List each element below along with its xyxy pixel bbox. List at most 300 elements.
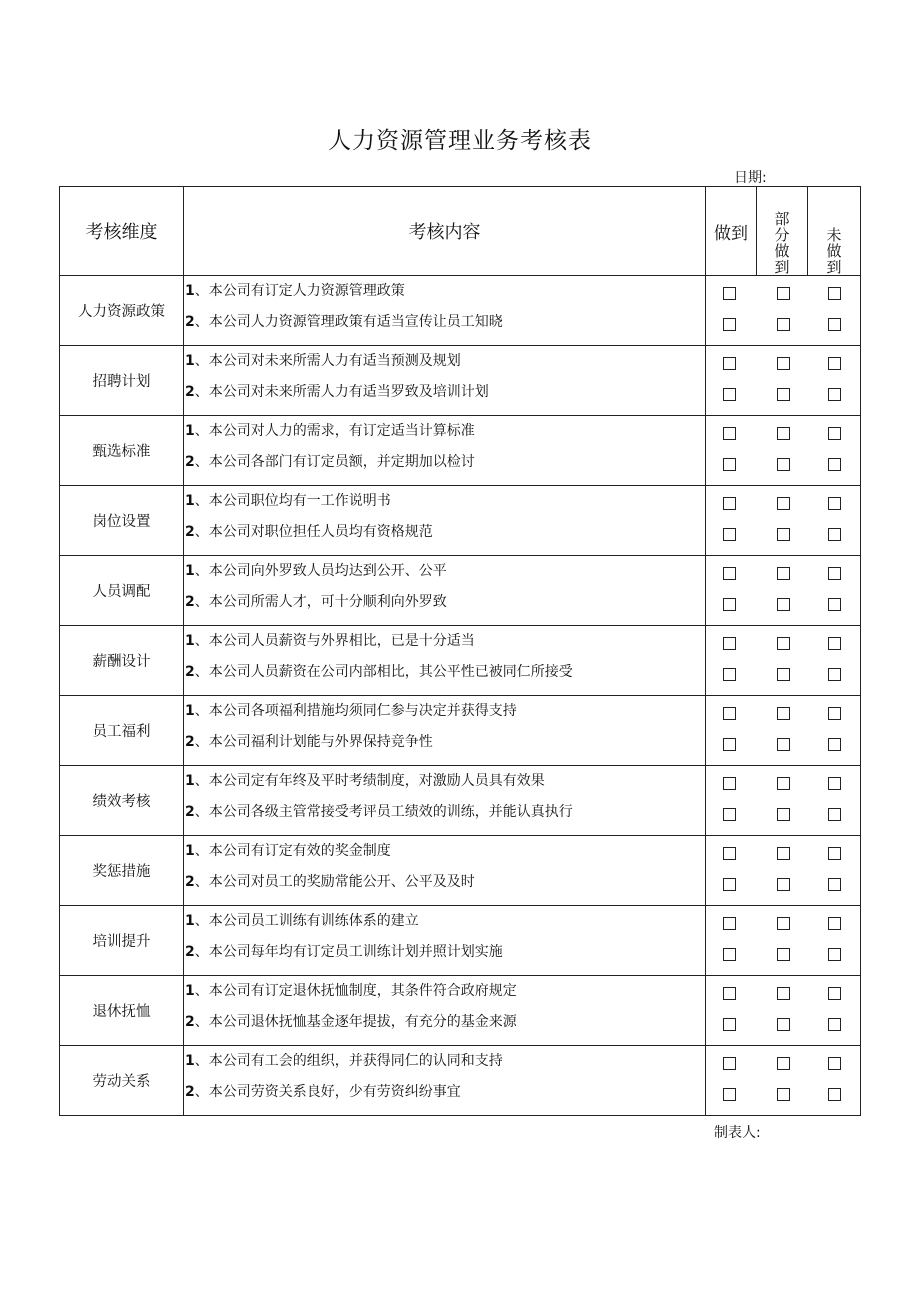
check-row	[706, 626, 757, 657]
check-row	[706, 867, 757, 898]
criterion-item	[184, 587, 705, 618]
header-partial-char: 到	[774, 258, 790, 276]
check-row	[757, 1046, 808, 1077]
checkbox-done[interactable]	[723, 637, 736, 650]
header-content: 考核内容	[184, 187, 706, 276]
checkbox-done[interactable]	[723, 1018, 736, 1031]
criterion-text: 、本公司人员薪资在公司内部相比，其公平性已被同仁所接受	[194, 664, 573, 680]
criterion-item	[184, 377, 705, 408]
check-cell-partial	[757, 766, 808, 836]
table-row	[60, 696, 861, 766]
criterion-number: 1	[185, 353, 195, 369]
checkbox-done[interactable]	[723, 598, 736, 611]
check-cell-done	[706, 766, 757, 836]
criterion-item	[184, 626, 705, 657]
checkbox-not-done[interactable]	[828, 287, 841, 300]
criterion-number: 1	[185, 703, 195, 719]
checkbox-partial[interactable]	[777, 458, 790, 471]
checkbox-partial[interactable]	[777, 388, 790, 401]
check-cell-not-done	[808, 556, 861, 626]
checkbox-not-done[interactable]	[828, 318, 841, 331]
criterion-number: 2	[185, 734, 195, 750]
content-cell	[184, 486, 706, 556]
dimension-cell: 人员调配	[60, 556, 184, 626]
table-row	[60, 906, 861, 976]
check-cell-partial	[757, 976, 808, 1046]
check-row	[757, 377, 808, 408]
content-cell	[184, 766, 706, 836]
checkbox-not-done[interactable]	[828, 808, 841, 821]
criterion-item	[184, 486, 705, 517]
criterion-text: 、本公司各部门有订定员额，并定期加以检讨	[194, 454, 475, 470]
check-row	[757, 346, 808, 377]
check-cell-not-done	[808, 276, 861, 346]
header-partial-char: 做	[774, 242, 790, 260]
criterion-text: 、本公司员工训练有训练体系的建立	[194, 913, 419, 929]
checkbox-partial[interactable]	[777, 1057, 790, 1070]
criterion-number: 1	[185, 843, 195, 859]
criterion-number: 2	[185, 1014, 195, 1030]
check-row	[706, 307, 757, 338]
criterion-item	[184, 797, 705, 828]
checkbox-not-done[interactable]	[828, 707, 841, 720]
check-row	[808, 416, 861, 447]
criterion-item	[184, 836, 705, 867]
content-cell	[184, 1046, 706, 1116]
check-row	[757, 867, 808, 898]
check-cell-partial	[757, 556, 808, 626]
header-partial-char: 分	[774, 226, 790, 244]
criterion-item	[184, 1007, 705, 1038]
criterion-number: 2	[185, 874, 195, 890]
check-row	[706, 1077, 757, 1108]
checkbox-partial[interactable]	[777, 598, 790, 611]
checkbox-done[interactable]	[723, 1057, 736, 1070]
check-cell-done	[706, 836, 757, 906]
check-row	[706, 1007, 757, 1038]
check-row	[706, 727, 757, 758]
check-row	[808, 976, 861, 1007]
check-row	[757, 976, 808, 1007]
check-row	[706, 657, 757, 688]
checkbox-partial[interactable]	[777, 948, 790, 961]
check-row	[808, 766, 861, 797]
check-cell-not-done	[808, 346, 861, 416]
check-cell-partial	[757, 836, 808, 906]
header-partial-char: 部	[774, 210, 790, 228]
check-row	[808, 836, 861, 867]
maker-label: 制表人:	[714, 1125, 761, 1141]
criterion-text: 、本公司定有年终及平时考绩制度，对激励人员具有效果	[194, 773, 545, 789]
checkbox-done[interactable]	[723, 567, 736, 580]
checkbox-not-done[interactable]	[828, 738, 841, 751]
table-row	[60, 836, 861, 906]
check-row	[706, 346, 757, 377]
criterion-number: 2	[185, 314, 195, 330]
checkbox-not-done[interactable]	[828, 388, 841, 401]
dimension-cell: 甄选标准	[60, 416, 184, 486]
criterion-item	[184, 346, 705, 377]
content-cell	[184, 906, 706, 976]
check-row	[808, 867, 861, 898]
checkbox-not-done[interactable]	[828, 1057, 841, 1070]
criterion-item	[184, 696, 705, 727]
check-cell-done	[706, 486, 757, 556]
check-cell-not-done	[808, 626, 861, 696]
table-row	[60, 626, 861, 696]
criterion-item	[184, 906, 705, 937]
assessment-table	[59, 186, 861, 1116]
check-row	[706, 416, 757, 447]
criterion-text: 、本公司各项福利措施均须同仁参与决定并获得支持	[194, 703, 517, 719]
check-row	[706, 556, 757, 587]
check-row	[808, 587, 861, 618]
check-row	[757, 556, 808, 587]
check-row	[706, 906, 757, 937]
criterion-number: 2	[185, 454, 195, 470]
criterion-text: 、本公司对职位担任人员均有资格规范	[194, 524, 433, 540]
check-cell-done	[706, 906, 757, 976]
checkbox-done[interactable]	[723, 777, 736, 790]
table-row	[60, 346, 861, 416]
check-row	[808, 447, 861, 478]
checkbox-partial[interactable]	[777, 528, 790, 541]
check-row	[706, 976, 757, 1007]
checkbox-partial[interactable]	[777, 318, 790, 331]
checkbox-done[interactable]	[723, 318, 736, 331]
check-row	[706, 587, 757, 618]
criterion-item	[184, 276, 705, 307]
check-cell-done	[706, 696, 757, 766]
check-row	[757, 1007, 808, 1038]
check-cell-done	[706, 346, 757, 416]
check-cell-done	[706, 276, 757, 346]
check-cell-partial	[757, 1046, 808, 1116]
check-row	[706, 447, 757, 478]
checkbox-done[interactable]	[723, 458, 736, 471]
criterion-number: 2	[185, 944, 195, 960]
checkbox-not-done[interactable]	[828, 917, 841, 930]
table-row	[60, 486, 861, 556]
check-row	[808, 937, 861, 968]
criterion-item	[184, 517, 705, 548]
check-row	[757, 937, 808, 968]
header-not-done-char: 未	[826, 226, 842, 244]
checkbox-done[interactable]	[723, 948, 736, 961]
table-row	[60, 1046, 861, 1116]
check-row	[757, 1077, 808, 1108]
dimension-cell: 人力资源政策	[60, 276, 184, 346]
checkbox-partial[interactable]	[777, 567, 790, 580]
criterion-text: 、本公司对员工的奖励常能公开、公平及及时	[194, 874, 475, 890]
check-row	[808, 517, 861, 548]
content-cell	[184, 416, 706, 486]
checkbox-not-done[interactable]	[828, 357, 841, 370]
check-row	[757, 696, 808, 727]
criterion-text: 、本公司各级主管常接受考评员工绩效的训练，并能认真执行	[194, 804, 573, 820]
check-row	[808, 556, 861, 587]
header-not-done	[808, 187, 861, 276]
assessment-rows	[60, 276, 861, 1116]
criterion-number: 1	[185, 563, 195, 579]
check-row	[706, 517, 757, 548]
checkbox-not-done[interactable]	[828, 847, 841, 860]
checkbox-done[interactable]	[723, 497, 736, 510]
checkbox-not-done[interactable]	[828, 458, 841, 471]
checkbox-partial[interactable]	[777, 637, 790, 650]
checkbox-done[interactable]	[723, 528, 736, 541]
criterion-number: 2	[185, 664, 195, 680]
check-row	[808, 276, 861, 307]
table-row	[60, 976, 861, 1046]
checkbox-partial[interactable]	[777, 808, 790, 821]
check-row	[808, 696, 861, 727]
check-row	[706, 486, 757, 517]
check-row	[808, 1007, 861, 1038]
criterion-item	[184, 307, 705, 338]
check-row	[757, 657, 808, 688]
checkbox-not-done[interactable]	[828, 598, 841, 611]
check-row	[706, 797, 757, 828]
dimension-cell: 岗位设置	[60, 486, 184, 556]
header-not-done-char: 做	[826, 242, 842, 260]
header-not-done-char: 到	[826, 258, 842, 276]
check-row	[757, 447, 808, 478]
criterion-number: 1	[185, 913, 195, 929]
criterion-item	[184, 976, 705, 1007]
criterion-text: 、本公司退休抚恤基金逐年提拔，有充分的基金来源	[194, 1014, 517, 1030]
criterion-item	[184, 766, 705, 797]
checkbox-done[interactable]	[723, 287, 736, 300]
criterion-text: 、本公司有订定退休抚恤制度，其条件符合政府规定	[194, 983, 517, 999]
criterion-item	[184, 416, 705, 447]
criterion-item	[184, 937, 705, 968]
content-cell	[184, 836, 706, 906]
checkbox-not-done[interactable]	[828, 567, 841, 580]
dimension-cell: 退休抚恤	[60, 976, 184, 1046]
checkbox-not-done[interactable]	[828, 637, 841, 650]
header-row	[60, 187, 861, 276]
dimension-cell: 薪酬设计	[60, 626, 184, 696]
checkbox-partial[interactable]	[777, 668, 790, 681]
check-row	[808, 486, 861, 517]
content-cell	[184, 276, 706, 346]
checkbox-partial[interactable]	[777, 287, 790, 300]
checkbox-partial[interactable]	[777, 738, 790, 751]
checkbox-partial[interactable]	[777, 878, 790, 891]
header-done: 做到	[706, 187, 757, 276]
content-cell	[184, 976, 706, 1046]
check-cell-partial	[757, 346, 808, 416]
checkbox-partial[interactable]	[777, 357, 790, 370]
check-row	[808, 727, 861, 758]
table-row	[60, 276, 861, 346]
check-cell-not-done	[808, 976, 861, 1046]
dimension-cell: 奖惩措施	[60, 836, 184, 906]
criterion-number: 1	[185, 633, 195, 649]
check-row	[706, 1046, 757, 1077]
checkbox-done[interactable]	[723, 917, 736, 930]
check-row	[706, 377, 757, 408]
criterion-number: 2	[185, 594, 195, 610]
check-cell-not-done	[808, 416, 861, 486]
checkbox-not-done[interactable]	[828, 777, 841, 790]
criterion-number: 1	[185, 773, 195, 789]
checkbox-not-done[interactable]	[828, 878, 841, 891]
criterion-number: 1	[185, 493, 195, 509]
check-cell-done	[706, 976, 757, 1046]
dimension-cell: 招聘计划	[60, 346, 184, 416]
check-row	[808, 906, 861, 937]
check-cell-partial	[757, 696, 808, 766]
check-row	[757, 727, 808, 758]
criterion-text: 、本公司职位均有一工作说明书	[194, 493, 391, 509]
criterion-text: 、本公司人员薪资与外界相比，已是十分适当	[194, 633, 475, 649]
criterion-number: 1	[185, 983, 195, 999]
check-row	[757, 836, 808, 867]
check-row	[706, 276, 757, 307]
criterion-text: 、本公司向外罗致人员均达到公开、公平	[194, 563, 447, 579]
check-cell-partial	[757, 906, 808, 976]
criterion-text: 、本公司对人力的需求，有订定适当计算标准	[194, 423, 475, 439]
checkbox-done[interactable]	[723, 427, 736, 440]
date-label: 日期:	[734, 170, 767, 186]
criterion-item	[184, 1046, 705, 1077]
check-row	[808, 626, 861, 657]
checkbox-not-done[interactable]	[828, 1088, 841, 1101]
criterion-number: 2	[185, 384, 195, 400]
check-cell-not-done	[808, 696, 861, 766]
criterion-text: 、本公司所需人才，可十分顺利向外罗致	[194, 594, 447, 610]
table-row	[60, 556, 861, 626]
criterion-item	[184, 657, 705, 688]
check-row	[757, 766, 808, 797]
criterion-text: 、本公司有工会的组织，并获得同仁的认同和支持	[194, 1053, 503, 1069]
checkbox-done[interactable]	[723, 357, 736, 370]
checkbox-done[interactable]	[723, 878, 736, 891]
checkbox-partial[interactable]	[777, 1018, 790, 1031]
check-row	[757, 486, 808, 517]
table-row	[60, 416, 861, 486]
check-cell-not-done	[808, 766, 861, 836]
checkbox-done[interactable]	[723, 738, 736, 751]
check-row	[808, 307, 861, 338]
criterion-item	[184, 1077, 705, 1108]
check-cell-done	[706, 1046, 757, 1116]
check-row	[757, 517, 808, 548]
dimension-cell: 劳动关系	[60, 1046, 184, 1116]
check-row	[706, 766, 757, 797]
content-cell	[184, 696, 706, 766]
page-title: 人力资源管理业务考核表	[328, 128, 592, 154]
criterion-text: 、本公司有订定有效的奖金制度	[194, 843, 391, 859]
checkbox-partial[interactable]	[777, 497, 790, 510]
criterion-text: 、本公司福利计划能与外界保持竞争性	[194, 734, 433, 750]
checkbox-partial[interactable]	[777, 777, 790, 790]
checkbox-done[interactable]	[723, 388, 736, 401]
check-cell-done	[706, 556, 757, 626]
check-cell-not-done	[808, 486, 861, 556]
check-cell-done	[706, 416, 757, 486]
checkbox-done[interactable]	[723, 668, 736, 681]
checkbox-not-done[interactable]	[828, 668, 841, 681]
checkbox-not-done[interactable]	[828, 987, 841, 1000]
criterion-item	[184, 556, 705, 587]
criterion-text: 、本公司劳资关系良好，少有劳资纠纷事宜	[194, 1084, 461, 1100]
checkbox-partial[interactable]	[777, 427, 790, 440]
checkbox-not-done[interactable]	[828, 528, 841, 541]
table-row	[60, 766, 861, 836]
check-row	[808, 1077, 861, 1108]
criterion-item	[184, 447, 705, 478]
check-row	[757, 307, 808, 338]
check-cell-partial	[757, 486, 808, 556]
checkbox-done[interactable]	[723, 1088, 736, 1101]
criterion-text: 、本公司对未来所需人力有适当罗致及培训计划	[194, 384, 489, 400]
dimension-cell: 员工福利	[60, 696, 184, 766]
criterion-number: 2	[185, 1084, 195, 1100]
check-row	[808, 346, 861, 377]
check-cell-partial	[757, 416, 808, 486]
check-row	[757, 276, 808, 307]
checkbox-partial[interactable]	[777, 917, 790, 930]
criterion-text: 、本公司对未来所需人力有适当预测及规划	[194, 353, 461, 369]
content-cell	[184, 346, 706, 416]
dimension-cell: 培训提升	[60, 906, 184, 976]
check-row	[706, 696, 757, 727]
checkbox-not-done[interactable]	[828, 497, 841, 510]
check-cell-not-done	[808, 1046, 861, 1116]
checkbox-partial[interactable]	[777, 847, 790, 860]
check-row	[808, 797, 861, 828]
check-cell-not-done	[808, 836, 861, 906]
criterion-number: 2	[185, 524, 195, 540]
checkbox-not-done[interactable]	[828, 1018, 841, 1031]
checkbox-done[interactable]	[723, 987, 736, 1000]
content-cell	[184, 556, 706, 626]
check-row	[808, 657, 861, 688]
checkbox-partial[interactable]	[777, 987, 790, 1000]
criterion-text: 、本公司有订定人力资源管理政策	[194, 283, 405, 299]
criterion-text: 、本公司人力资源管理政策有适当宣传让员工知晓	[194, 314, 503, 330]
check-cell-done	[706, 626, 757, 696]
header-dimension: 考核维度	[60, 187, 184, 276]
checkbox-done[interactable]	[723, 847, 736, 860]
check-row	[757, 906, 808, 937]
checkbox-partial[interactable]	[777, 1088, 790, 1101]
criterion-text: 、本公司每年均有订定员工训练计划并照计划实施	[194, 944, 503, 960]
check-row	[757, 587, 808, 618]
checkbox-not-done[interactable]	[828, 948, 841, 961]
content-cell	[184, 626, 706, 696]
dimension-cell: 绩效考核	[60, 766, 184, 836]
checkbox-done[interactable]	[723, 808, 736, 821]
criterion-number: 1	[185, 283, 195, 299]
header-partial	[757, 187, 808, 276]
criterion-item	[184, 727, 705, 758]
checkbox-partial[interactable]	[777, 707, 790, 720]
check-row	[757, 626, 808, 657]
criterion-number: 1	[185, 423, 195, 439]
check-row	[706, 937, 757, 968]
check-row	[808, 377, 861, 408]
check-cell-partial	[757, 626, 808, 696]
check-row	[757, 797, 808, 828]
checkbox-not-done[interactable]	[828, 427, 841, 440]
criterion-item	[184, 867, 705, 898]
checkbox-done[interactable]	[723, 707, 736, 720]
check-cell-partial	[757, 276, 808, 346]
